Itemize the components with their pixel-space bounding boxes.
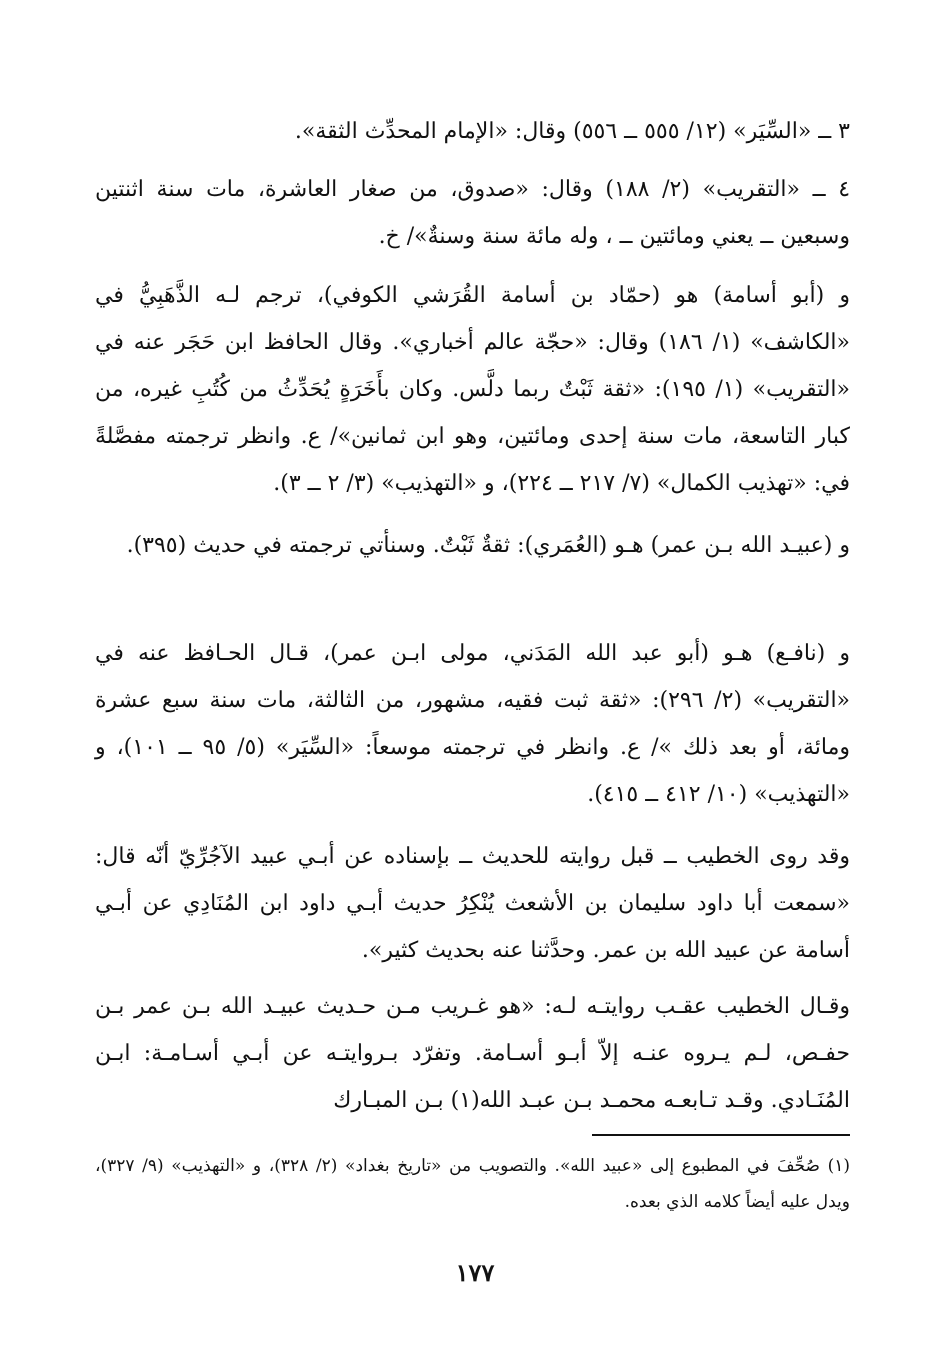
footnote: (١) صُحِّفَ في المطبوع إلى «عبيد الله». والتصويب من «تاريخ بغداد» (٢/ ٣٢٨)، و «التهذيب» (٩/ ٣٢٧)، ويدل عليه أيضاً كلامه الذي بعده.: [95, 1156, 850, 1212]
paragraph-khatib-narration: وقد روى الخطيب ــ قبل روايته للحديث ــ بإسناده عن أبـي عبيد الآجُرِّيّ أنّه قال: «سمعت أبا داود سليمان بن الأشعث يُنْكِرُ حديث أبـي داود ابن المُنَادِي عن أبـي أسامة عن عبيد الله بن عمر. وحدَّثنا عنه بحديث كثير».: [95, 844, 850, 963]
paragraph-abu-usama: و (أبو أسامة) هو (حمّاد بن أسامة القُرَشي الكوفي)، ترجم لـه الذَّهَبِيُّ في «الكاشف» (١/ ١٨٦) وقال: «حجّة عالم أخباري». وقال الحافظ ابن حَجَر عنه في «التقريب» (١/ ١٩٥): «ثقة ثَبْتٌ ربما دلَّس. وكان بأَخَرَةٍ يُحَدِّثُ من كُتُبِ غيره، من كبار التاسعة، مات سنة إحدى ومائتين، وهو ابن ثمانين»/ ع. وانظر ترجمته مفصَّلةً في: «تهذيب الكمال» (٧/ ٢١٧ ــ ٢٢٤)، و «التهذيب» (٣/ ٢ ــ ٣).: [95, 283, 850, 496]
paragraph-taqrib-reference: ٤ ــ «التقريب» (٢/ ١٨٨) وقال: «صدوق، من صغار العاشرة، مات سنة اثنتين وسبعين ــ يعني ومائتين ــ ، وله مائة سنة وسنةٌ»/ خ.: [95, 177, 851, 249]
paragraph-khatib-comment: وقـال الخطيب عقـب روايتـه لـه: «هو غـريب مـن حـديث عبيـد الله بـن عمر بـن حفـص، لـم يـروه عنـه إلاّ أبـو أسـامة. وتفرّد بـروايتـه عن أبـي أسـامـة: ابـن المُنَـادي. وقـد تـابعـه محمـد بـن عبـد الله(١) بـن المبـارك: [95, 994, 850, 1113]
paragraph-siyar-reference: ٣ ــ «السِّيَر» (١٢/ ٥٥٥ ــ ٥٥٦) وقال: «الإمام المحدِّث الثقة».: [294, 119, 850, 144]
paragraph-ubaidullah-ibn-umar: و (عبيـد الله بـن عمر) هـو (العُمَري): ثقةٌ ثَبْتٌ. وسنأتي ترجمته في حديث (٣٩٥).: [126, 533, 850, 558]
footnote-divider: [592, 1134, 850, 1136]
page-number: ١٧٧: [455, 1258, 495, 1287]
paragraph-nafi: و (نافـع) هـو (أبو عبد الله المَدَني، مولى ابـن عمر)، قـال الحـافظ عنه في «التقريب» (٢/ ٢٩٦): «ثقة ثبت فقيه، مشهور، من الثالثة، مات سنة سبع عشرة ومائة، أو بعد ذلك »/ ع. وانظر في ترجمته موسعاً: «السِّيَر» (٥/ ٩٥ ــ ١٠١)، و «التهذيب» (١٠/ ٤١٢ ــ ٤١٥).: [95, 641, 851, 807]
